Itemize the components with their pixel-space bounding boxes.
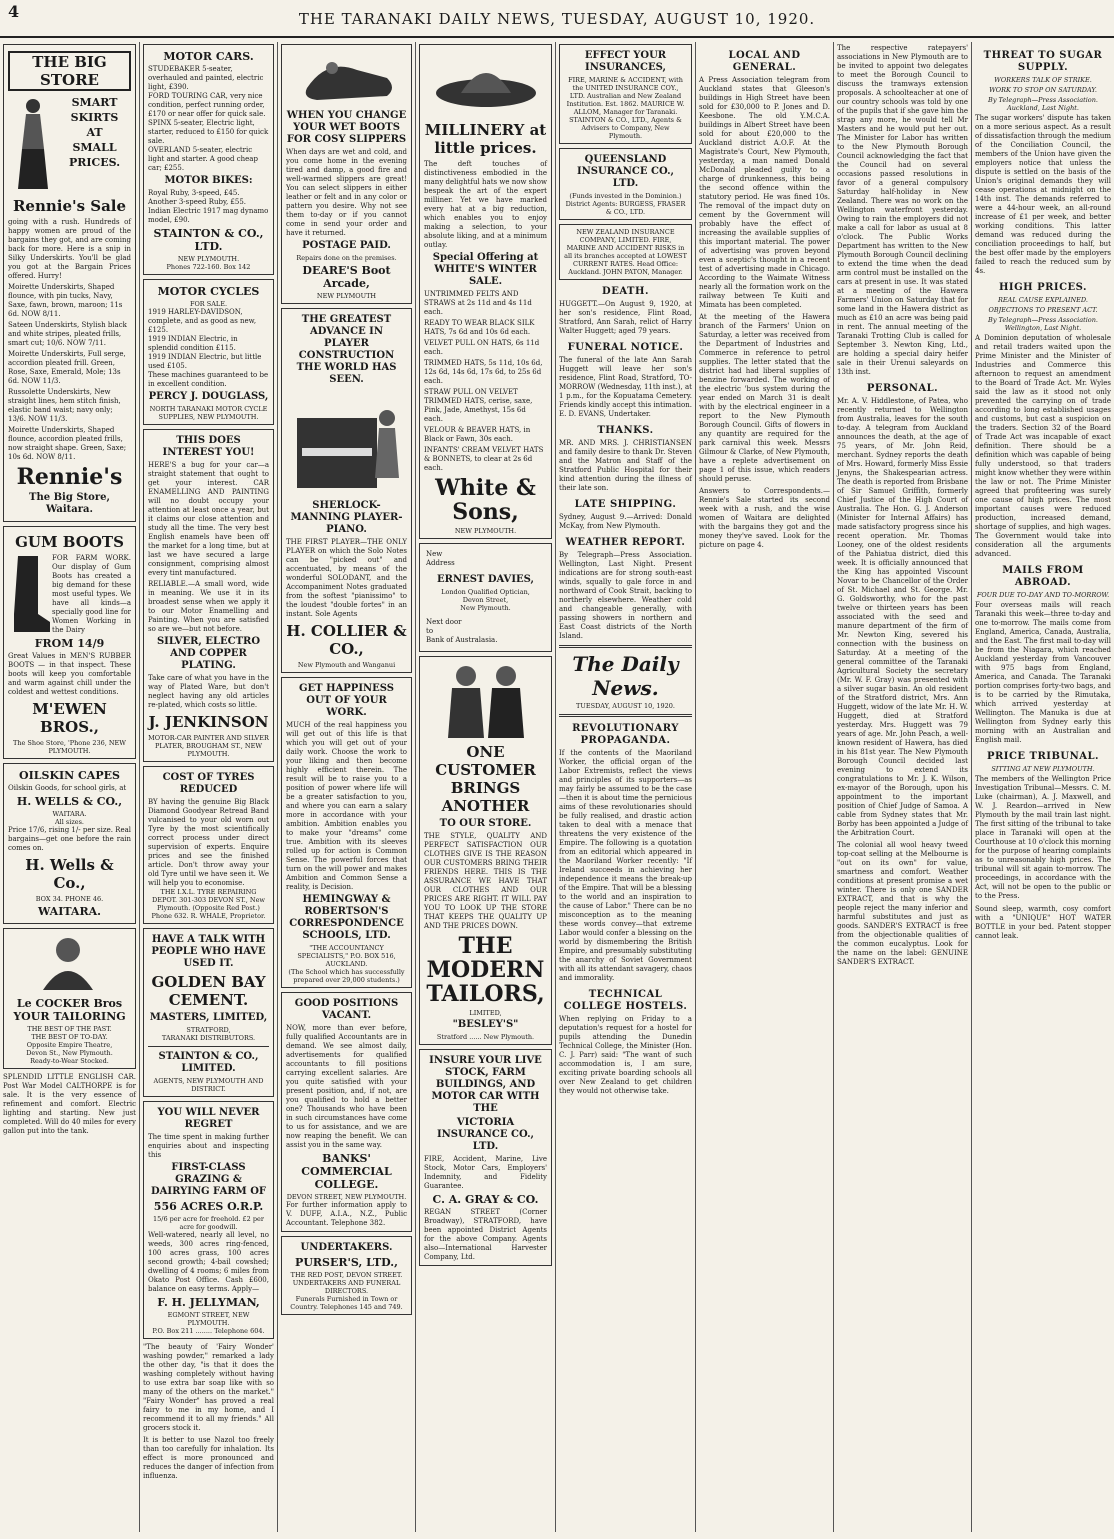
thanks-heading: THANKS.: [597, 425, 654, 436]
collier-place: New Plymouth and Wanganui: [297, 661, 396, 669]
banks-college-ad: [281, 992, 412, 1232]
davies-line: Next door: [426, 618, 462, 626]
jellyman-box: P.O. Box 211 ........ Telephone 604.: [152, 1327, 265, 1335]
farm-ad: [143, 1101, 274, 1339]
wells-big: H. Wells & Co.,: [25, 856, 114, 892]
column-4: [416, 42, 556, 1532]
personal-text: Mr. A. V. Hiddlestone, of Patea, who recently returned to Wellington from Australia, leaves for the south to-day. A telegram from Auckland announces the death, at the age of 75 years, of Mr. John Reid, merchant. Sydney reports the death of Mrs. Howard, formerly Miss Essie Jenyns, the Shakespearian actress. The death is reported from Brisbane of Sir Samuel Griffith, formerly Chief Justice of the High Court of Australia. The Hon. G. J. Anderson (Minister for Internal Affairs) has made satisfactory progress since his recent operation. Mr. Thomas Looney, one of the oldest residents of the Pahiatua district, died this week. It is officially announced that the King has appointed Viscount Novar to be Chancellor of the Order of St. Michael and St. George. Mr. G. Goldsworthy, who for the past twelve or thirteen years has been associated with the seed and manure department of the firm of Mr. Newton King, severed his connection with the business on Saturday. At a meeting of the general committee of the Taranaki Agricultural Society the secretary (Mr. W. F. Gray) was presented with a silver sugar basin. An old resident of the Stratford district, Mrs. Ann Huggett, widow of the late Mr. H. W. Huggett, died at Stratford yesterday. Mrs. Huggett was 79 years of age. Mr. John Peach, a well-known resident of Hawera, has died in his 81st year. The New Plymouth Borough Council decided last evening to extend its congratulations to Mr. J. K. Wilson, ex-mayor of the Borough, upon his appointment to the important position of Chief Judge of Samoa. A cable from Sydney states that Mr. Borby has been appointed a Judge of the Arbitration Court.: [837, 397, 968, 837]
motor-car-item: SPINX 5-seater, Electric light, starter, reduced to £150 for quick sale.: [148, 119, 269, 145]
underskirt-item: Moirette Underskirts, Shaped flounce, accordion pleated frills, now straight shape. Green, Saxe; 10s 6d. NOW 8/11.: [8, 426, 127, 461]
player-piano-ad: [281, 308, 412, 673]
funeral-text: The funeral of the late Ann Sarah Huggett will leave her son's residence, Flint Road, Stratford, TO-MORROW (Wednesday, 11th inst.), at 1 p.m., for the Kopuatama Cemetery. Friends kindly accept this intimation. E. D. EVANS, Undertaker.: [559, 356, 692, 418]
column-5: [556, 42, 696, 1532]
regret-text: The time spent in making further enquiries about and inspecting this: [148, 1133, 269, 1159]
sherlock-name: SHERLOCK-MANNING PLAYER-PIANO.: [290, 500, 403, 535]
woman-illustration: [8, 94, 58, 194]
purser-address: THE RED POST, DEVON STREET.: [290, 1271, 403, 1279]
two-men-illustration: [426, 660, 546, 740]
farm-acres: 556 ACRES O.R.P.: [153, 1200, 264, 1213]
weather-text: By Telegraph—Press Association. Wellington, Last Night. Present indications are for strong south-east winds, squally to gale force in and northward of Cook Strait, backing to northerly elsewhere. Weather cold and changeable generally, with passing showers in northern and East Coast districts of the North Island.: [559, 551, 692, 640]
calthorpe-ad: SPLENDID LITTLE ENGLISH CAR. Post War Model CALTHORPE is for sale. It is the very essence of refinement and comfort. Electric lighting and starting. New just completed. Will do 40 miles for every gallon put into the tank.: [3, 1073, 136, 1135]
davies-line: Address: [426, 559, 455, 567]
gray-text: REGAN STREET (Corner Broadway), STRATFORD, have been appointed District Agents for the above Company. Agents also—International Harvester Company, Ltd.: [424, 1208, 547, 1261]
ratepayers-text: The respective ratepayers' associations in New Plymouth are to be invited to appoint two delegates to meet the Borough Council to discuss the tramways extension proposals. A schoolteacher at one of our country schools was told by one of the pupils that if she gave him the strap any more, he would tell Mr Masters and he would put her out. The Minister for Labor has written to the New Plymouth Borough Council acknowledging the fact that the Council had on several occasions passed resolutions in favor of a general compulsory Saturday half-holiday in New Zealand. There was no work on the Wellington waterfront yesterday. Owing to rain the employers did not make a call for labor as usual at 8 o'clock. The Public Works Department has written to the New Plymouth Borough Council declining to extend the time when the dead arm control must be installed on the cars at present in use. It was stated at a meeting of the Hawera Farmers' Union on Saturday that for some land in the Hawera district as much as £10 an acre was being paid in rent. The annual meeting of the Taranaki Trotting Club is called for September 3. Newton King, Ltd., are holding a special dairy heifer sale in their Urenui saleyards on 13th inst.: [837, 44, 968, 376]
cocker-name: Le COCKER Bros YOUR TAILORING: [13, 997, 126, 1023]
banks-address: DEVON STREET, NEW PLYMOUTH.: [286, 1193, 407, 1201]
ewen-name: M'EWEN BROS.,: [32, 700, 107, 736]
revolutionary-text: If the contents of the Maoriland Worker, the official organ of the Labor Extremists, reflect the views and principles of its supporters—as may fairly be assumed to be the case—then it is about time the pernicious aims of these revolutionaries should be fully realised, and drastic action taken to deal with a menace that threatens the very existence of the Empire. The following is a quotation from an editorial which appeared in the Maoriland Worker recently: "If Ireland succeeds in achieving her independence it means the break-up of the Empire. That will be a blessing to the world and an inspiration to the cause of Labor." There can be no misconception as to the meaning these words convey—that extreme Labor would confer a blessing on the world by dismembering the British Empire, and presumably substituting the anarchy of Soviet Government with all its attendant savagery, chaos and immorality.: [559, 749, 692, 982]
hostels-heading: TECHNICAL COLLEGE HOSTELS.: [563, 989, 688, 1012]
hawera-text: At the meeting of the Hawera branch of the Farmers' Union on Saturday, a letter was received from the Department of Industries and Commerce in reference to petrol supplies. The letter stated that the district had had liberal supplies of benzine forwarded. The working of the electric 'bus system during the year ended on March 31 is dealt with by the electrical engineer in a report to the New Plymouth Borough Council. Gifts of flowers in any quantity are required for the park carnival this week. Messrs Gilmour & Clarke, of New Plymouth, have a replete advertisement on page 1 of this issue, which readers should peruse.: [699, 313, 830, 483]
motor-car-item: STUDEBAKER 5-seater, overhauled and painted, electric light, £390.: [148, 65, 264, 91]
skirts-line: SMALL: [72, 141, 117, 154]
tyres-text: BY having the genuine Big Black Diamond Goodyear Retread Band vulcanised to your old worn out Tyre by the most scientifically correct process under direct supervision of experts. Enquire prices and see the finished article. Don't throw away your old Tyre until we have seen it. We will help you to economise.: [148, 798, 269, 887]
deare-place: NEW PLYMOUTH: [316, 292, 377, 300]
hemingway-name: HEMINGWAY & ROBERTSON'S CORRESPONDENCE SCHOOLS, LTD.: [289, 894, 404, 941]
tyres-ad: [143, 766, 274, 924]
cocker-line: Opposite Empire Theatre,: [26, 1041, 113, 1049]
ewen-address: The Shoe Store, 'Phone 236, NEW PLYMOUTH.: [13, 739, 126, 755]
page-title: THE TARANAKI DAILY NEWS, TUESDAY, AUGUST 10, 1920.: [298, 10, 816, 28]
deare-name: DEARE'S Boot Arcade,: [302, 264, 391, 290]
united-insurance-ad: [559, 44, 692, 144]
underskirt-item: Moirette Underskirts, Shaped flounce, with pin tucks, Navy, Saxe, fawn, brown, maroon; 11s 6d. NOW 8/11.: [8, 283, 123, 318]
farm-price: 15/6 per acre for freehold. £2 per acre for goodwill.: [152, 1215, 264, 1231]
underskirt-item: Moirette Underskirts, Full serge, accordion pleated frill. Green, Rose, Saxe, Emerald, Mole; 13s 6d. NOW 11/3.: [8, 350, 126, 385]
talk-heading: HAVE A TALK WITH PEOPLE WHO HAVE USED IT.: [151, 934, 266, 969]
enamelling-ad: [143, 429, 274, 762]
collier-name: H. COLLIER & CO.,: [286, 622, 407, 658]
masters-name: MASTERS, LIMITED,: [149, 1012, 268, 1023]
davies-line: New: [426, 550, 443, 558]
ixl-depot: THE I.X.L. TYRE REPAIRING DEPOT. 301-303 DEVON ST., New Plymouth. (Opposite Red Post.): [152, 888, 265, 912]
millinery-text: The deft touches of distinctiveness embodied in the many delightful hats we now show bespeak the art of the expert milliner. Yet we have marked every hat at a big reduction, which enables you to enjoy making a selection, to your absolute liking, and at a minimum outlay.: [424, 160, 547, 249]
purser-sub: UNDERTAKERS AND FUNERAL DIRECTORS.: [292, 1279, 401, 1295]
sherlock-text: THE FIRST PLAYER—THE ONLY PLAYER on which the Solo Notes can be "picked out" and accentuated, by means of the wonderful SOLODANT, and the Accompaniment Notes graduated from the softest "pianissimo" to the loudest "double fortes" in an instant. Sole Agents: [286, 538, 407, 618]
gum-boots-price: FROM 14/9: [34, 637, 105, 650]
davies-line: Devon Street,: [462, 596, 509, 604]
boots-heading: WHEN YOU CHANGE YOUR WET BOOTS FOR COSY SLIPPERS: [286, 110, 407, 145]
column-8: [972, 42, 1114, 1532]
cocker-line: THE BEST OF TO-DAY.: [31, 1033, 108, 1041]
column-2: [140, 42, 278, 1532]
motor-bikes-heading: MOTOR BIKES:: [164, 175, 253, 186]
stainton2-sub: AGENTS, NEW PLYMOUTH AND DISTRICT.: [153, 1077, 264, 1093]
extract-text: The colonial all wool heavy tweed top-coat selling at the Melbourne is "out on its own" for value, smartness and comfort. Weather conditions at present promise a wet winter. There is only one SANDER EXTRACT, and that is why the people reject the many inferior and harmful substitutes and just as goods. SANDER'S EXTRACT is free from the objectionable qualities of the common eucalyptus. Look for the name on the label: GENUINE SANDER'S EXTRACT.: [837, 841, 968, 966]
oilskin-text: Oilskin Goods, for school girls, at: [8, 784, 127, 792]
stainton-name: STAINTON & CO., LTD.: [153, 227, 264, 253]
undertakers-heading: UNDERTAKERS.: [300, 1242, 393, 1253]
banks-text: For further information apply to V. DUFF, A.I.A., N.Z., Public Accountant. Telephone 382.: [286, 1201, 407, 1227]
stainton2-name: STAINTON & CO., LIMITED.: [158, 1051, 259, 1074]
sizes-text: All sizes.: [54, 818, 84, 826]
jellyman-name: F. H. JELLYMAN,: [157, 1296, 260, 1309]
tailors-limited: LIMITED,: [469, 1009, 502, 1017]
tribunal-text: The members of the Wellington Price Investigation Tribunal—Messrs. C. M. Luke (chairman), A. J. Maxwell, and W. J. Reardon—arrived in New Plymouth by the mail train last night. The first sitting of the tribunal to take place in Taranaki will open at the Courthouse at 10 o'clock this morning for the purpose of hearing complaints as to unreasonably high prices. The tribunal will sit again to-morrow. The proceedings, in accordance with the Act, will not be open to the public or to the Press.: [975, 775, 1111, 900]
purser-name: PURSER'S, LTD.,: [295, 1256, 398, 1269]
funeral-heading: FUNERAL NOTICE.: [567, 342, 684, 353]
death-text: HUGGETT.—On August 9, 1920, at her son's residence, Flint Road, Stratford, Ann Sarah, relict of Harry Walter Huggett; aged 79 years.: [559, 300, 692, 335]
masters-distributors: TARANAKI DISTRIBUTORS.: [161, 1034, 256, 1042]
positions-text: NOW, more than ever before, fully qualified Accountants are in demand. We see almost daily, advertisements for qualified accountants to fill positions carrying excellent salaries. Are you quite satisfied with your present position, and, if not, are you qualified to hold a better one? Thousands who have been in such circumstances have come to us for assistance, and we are now reaping the benefit. We can assist you in the same way.: [286, 1024, 407, 1149]
local-general-heading: LOCAL AND GENERAL.: [728, 50, 801, 73]
davies-line: New Plymouth.: [460, 604, 511, 612]
postage-paid: POSTAGE PAID.: [302, 240, 391, 251]
greatest-heading: THE GREATEST ADVANCE IN PLAYER CONSTRUCTION THE WORLD HAS SEEN.: [296, 314, 397, 385]
golden-bay-cement: GOLDEN BAY CEMENT.: [151, 973, 266, 1009]
motor-cycle-item: 1919 INDIAN Electric, but little used £105.: [148, 353, 262, 370]
special-offering: Special Offering at WHITE'S WINTER SALE.: [432, 252, 539, 287]
prices-sub2: OBJECTIONS TO PRESENT ACT.: [988, 306, 1098, 314]
interest-heading: THIS DOES INTEREST YOU!: [162, 435, 255, 458]
piano-illustration: [287, 388, 407, 498]
motor-cycles-note: These machines guaranteed to be in excellent condition.: [148, 371, 269, 388]
modern-tailors-ad: [419, 656, 552, 1045]
deares-boot-ad: [281, 44, 412, 304]
personal-heading: PERSONAL.: [866, 383, 939, 394]
stainton-phone: Phones 722-160. Box 142: [166, 263, 251, 271]
motor-bike-item: Indian Electric 1917 mag dynamo model, £90.: [148, 207, 269, 224]
big-store-title: THE BIG STORE: [8, 51, 131, 91]
queensland-insurance-ad: [559, 148, 692, 220]
column-6: [696, 42, 834, 1532]
hat-illustration: [426, 48, 546, 118]
mails-heading: MAILS FROM ABROAD.: [1002, 565, 1084, 588]
hat-item: TRIMMED HATS, 5s 11d, 10s 6d, 12s 6d, 14s 6d, 17s 6d, to 25s 6d each.: [424, 359, 543, 385]
underskirt-item: Russolette Underskirts, New straight lines, hem stitch finish, elastic band waist; navy only; 13/6. NOW 11/3.: [8, 388, 121, 423]
rennie-sale-heading: Rennie's Sale: [12, 197, 127, 215]
motor-cycles-heading: MOTOR CYCLES: [157, 285, 260, 298]
queensland-name: QUEENSLAND INSURANCE CO., LTD.: [576, 154, 675, 189]
hemingway-note: (The School which has successfully prepared over 29,000 students.): [288, 968, 405, 984]
millinery-heading: MILLINERY at little prices.: [424, 121, 547, 157]
rennies-place: The Big Store, Waitara.: [29, 492, 110, 515]
modern-tailors-name: THE MODERN TAILORS,: [426, 933, 545, 1007]
column-3: [278, 42, 416, 1532]
besley-place: Stratford ...... New Plymouth.: [436, 1033, 535, 1041]
hemingway-address: "THE ACCOUNTANCY SPECIALISTS," P.O. BOX 516, AUCKLAND.: [297, 944, 396, 968]
jenkinson-name: J. JENKINSON: [148, 713, 269, 731]
purser-text: Funerals Furnished in Town or Country. Telephones 145 and 749.: [290, 1295, 403, 1311]
sugar-sub1: WORKERS TALK OF STRIKE.: [994, 76, 1092, 84]
repairs-text: Repairs done on the premises.: [296, 254, 397, 262]
answers-text: Answers to Correspondents.—Rennie's Sale started its second week with a rush, and the wise women of Waitara are delighted with the bargains they got and the money they've saved. Look for the picture on page 4.: [699, 487, 830, 549]
sugar-heading: THREAT TO SUGAR SUPPLY.: [983, 50, 1103, 73]
shipping-text: Sydney, August 9.—Arrived: Donald McKay, from New Plymouth.: [559, 513, 692, 530]
silver-heading: SILVER, ELECTRO AND COPPER PLATING.: [156, 636, 261, 671]
tyres-heading: COST OF TYRES REDUCED: [162, 772, 255, 795]
nz-insurance-ad: [559, 224, 692, 280]
paper-date: TUESDAY, AUGUST 10, 1920.: [576, 702, 675, 710]
masthead: [0, 0, 1114, 38]
hot-water-bottle-ad: Sound sleep, warmth, cosy comfort with a "UNIQUE" HOT WATER BOTTLE in your bed. Patent stopper cannot leak.: [975, 905, 1111, 940]
insure-heading: INSURE YOUR LIVE STOCK, FARM BUILDINGS, AND MOTOR CAR WITH THE: [429, 1055, 542, 1114]
sugar-sub2: WORK TO STOP ON SATURDAY.: [989, 86, 1097, 94]
wells-box: BOX 34. PHONE 46.: [35, 895, 104, 903]
millinery-ad: [419, 44, 552, 539]
wells-name: H. WELLS & CO.,: [16, 795, 123, 808]
prices-sub1: REAL CAUSE EXPLAINED.: [998, 296, 1088, 304]
motor-car-item: OVERLAND 5-seater, electric light and starter. A good cheap car; £255.: [148, 146, 258, 172]
tailor-illustration: [8, 932, 128, 992]
hat-item: VELVET PULL ON HATS, 6s 11d each.: [424, 339, 540, 356]
gum-boots-text: FOR FARM WORK. Our display of Gum Boots has created a big demand for these most useful types. We have all kinds—a specially good line for Women Working in the Dairy: [52, 554, 131, 634]
column-7: [834, 42, 972, 1532]
mails-text: Four overseas mails will reach Taranaki this week—three to-day and one to-morrow. The mails come from England, America, Canada, Australia, and the East. The first mail to-day will be from the Niagara, which reached Auckland yesterday from Vancouver with 975 bags from England, America, and Canada. The Taranaki portion comprises forty-two bags, and is to be carried by the Rimutaka, which arrived yesterday at Wellington. The Manuka is due at Wellington from Sydney early this morning with an Australian and English mail.: [975, 601, 1111, 744]
cocker-line: Devon St., New Plymouth.: [26, 1049, 113, 1057]
column-1: [0, 42, 140, 1532]
positions-heading: GOOD POSITIONS VACANT.: [294, 998, 399, 1021]
besleys: "BESLEY'S": [452, 1019, 519, 1030]
motor-bike-item: Another 3-speed Ruby, £55.: [148, 198, 247, 206]
hostels-text: When replying on Friday to a deputation's request for a hostel for pupils attending the Dunedin Technical College, the Minister (Hon. C. J. Parr) said: "The want of such accommodation is, I am sure, exciting private boarding schools all over New Zealand to get children they would not otherwise take.: [559, 1015, 693, 1095]
farm-text: Well-watered, nearly all level, no weeds, 300 acres ring-fenced, 100 acres grass, 100 acres second growth; 4-bail cowshed; dwelling of 4 rooms; 6 miles from Okato Post Office. Cash £600, balance on easy terms. Apply—: [148, 1231, 269, 1293]
cocker-ad: [3, 928, 136, 1069]
motor-cars-ad: [143, 44, 274, 275]
wells-place: WAITARA.: [52, 810, 87, 818]
gray-name: C. A. GRAY & CO.: [432, 1193, 539, 1206]
douglass-address: NORTH TARANAKI MOTOR CYCLE SUPPLIES, NEW PLYMOUTH.: [149, 405, 268, 421]
motor-car-item: FORD TOURING CAR, very nice condition, perfect running order, £170 or near offer for quick sale.: [148, 92, 266, 118]
paper-title: The Daily News.: [572, 652, 679, 700]
big-store-ad: [3, 44, 136, 522]
interest-text: HERE'S a bug for your car—a straight statement that ought to get your interest. CAR ENAMELLING AND PAINTING will no doubt occupy your attention at least once a year, but it claims our close attention and study all the time. The very best English enamels have been off the market for a long time, but at last we have secured a large consignment, comprising almost every tint manufactured.: [148, 461, 269, 577]
high-prices-heading: HIGH PRICES.: [998, 282, 1088, 293]
undertakers-ad: [281, 1236, 412, 1315]
weather-heading: WEATHER REPORT.: [565, 537, 686, 548]
correspondence-schools-ad: [281, 677, 412, 988]
happiness-heading: GET HAPPINESS OUT OF YOUR WORK.: [299, 683, 394, 718]
united-text: FIRE, MARINE & ACCIDENT, with the UNITED INSURANCE COY., LTD. Australian and New Zealand Institution. Est. 1862. MAURICE W. ALLOM, Manager for Taranaki. STAINTON & CO., LTD., Agents & Advisers to Company, New Plymouth.: [566, 76, 685, 140]
davies-line: Bank of Australasia.: [426, 636, 498, 644]
motor-cycles-ad: [143, 279, 274, 425]
local-general-text: A Press Association telegram from Auckland states that Gleeson's buildings in High Street have been sold for £30,000 to P. Jones and D. Keesbone. The old Y.M.C.A. buildings in Albert Street have been sold for about £20,000 to the Auckland district A.O.F. At the Magistrate's Court, New Plymouth, yesterday, a man named Donald McDonald pleaded guilty to a charge of drunkenness, this being the second offence within the statutory period. He was fined 10s. The removal of the impact duty on cement by the Government will probably have the effect of increasing the available supplies of this important material. The power of advertising was proven beyond even a sceptic's thought in a recent test of advertising made in Chicago. According to the Waimate Witness nearly all the formation work on the railway between Te Kuiti and Mimata has been completed.: [699, 76, 830, 309]
tribunal-sub: SITTING AT NEW PLYMOUTH.: [991, 765, 1095, 773]
wells-waitara: WAITARA.: [38, 905, 101, 918]
cocker-line: THE BEST OF THE PAST.: [27, 1025, 112, 1033]
prices-text: A Dominion deputation of wholesale and retail traders waited upon the Prime Minister and the Minister of Industries and Commerce this afternoon to request an amendment to the Board of Trade Act. Mr. Wyles said the law as it stood not only prevented the carrying on of trade according to long established usages and customs, but cast a suspicion on the traders. Section 32 of the Board of Trade Act was incapable of exact definition. There should be a definition which was capable of being fully understood, so that traders might know whether they were within the law or not. The Prime Minister agreed that profiteering was surely one cause of high prices. The most important causes were reduced production, increased demand, shortage of supplies, and high wages. The Government would take into consideration all the arguments advanced.: [975, 334, 1111, 558]
shipping-heading: LATE SHIPPING.: [574, 499, 677, 510]
sugar-byline: By Telegraph—Press Association. Auckland, Last Night.: [988, 96, 1098, 112]
fairy-wonder-ad: "The beauty of 'Fairy Wonder' washing powder," remarked a lady the other day, "is that it does the washing completely without having to use extra bar soap like with so many of the others on the market." "Fairy Wonder" has proved a real fairy to me in my home, and I recommend it to all my friends." All grocers stock it.: [143, 1343, 274, 1432]
cement-ad: [143, 928, 274, 1097]
rennie-intro: going with a rush. Hundreds of happy women are proud of the bargains they got, and are coming back for more. Here is a snip in Silky Underskirts. You'll be glad you got at the Bargain Prices offered. Hurry!: [8, 218, 131, 280]
optician-ad: [419, 543, 552, 652]
gum-boots-ad: [3, 526, 136, 759]
mails-sub: FOUR DUE TO-DAY AND TO-MORROW.: [976, 591, 1110, 599]
effect-heading: EFFECT YOUR INSURANCES,: [584, 50, 667, 73]
skirts-line: SMART: [71, 96, 118, 109]
hat-item: VELOUR & BEAVER HATS, in Black or Fawn, 30s each.: [424, 426, 531, 443]
oilskin-heading: OILSKIN CAPES: [19, 769, 120, 782]
douglass-name: PERCY J. DOUGLASS,: [148, 391, 269, 402]
price-text: Price 17/6, rising 1/- per size. Real bargains—get one before the rain comes on.: [8, 826, 131, 852]
nz-insurance-text: NEW ZEALAND INSURANCE COMPANY, LIMITED. FIRE, MARINE AND ACCIDENT RISKS in all its branches accepted at LOWEST CURRENT RATES. Head Office: Auckland. JOHN PATON, Manager.: [564, 228, 687, 276]
thanks-text: MR. AND MRS. J. CHRISTIANSEN and family desire to thank Dr. Steven and the Matron and Staff of the Stratford Public Hospital for their kind attention during the illness of their late son.: [559, 439, 692, 492]
victoria-name: VICTORIA INSURANCE CO., LTD.: [436, 1117, 535, 1152]
victoria-insurance-ad: [419, 1049, 552, 1266]
ixl-phone: Phone 632. R. WHALE, Proprietor.: [151, 912, 266, 920]
whites-name: White & Sons,: [435, 475, 536, 525]
slipper-illustration: [287, 48, 407, 108]
regret-heading: YOU WILL NEVER REGRET: [157, 1107, 260, 1130]
nazol-ad: It is better to use Nazol too freely than too carefully for inhalation. Its effect is more pronounced and reduces the danger of infection from influenza.: [143, 1436, 274, 1480]
jellyman-address: EGMONT STREET, NEW PLYMOUTH.: [167, 1311, 250, 1327]
farm-heading: FIRST-CLASS GRAZING & DAIRYING FARM OF: [150, 1162, 267, 1197]
skirts-line: SKIRTS: [70, 111, 119, 124]
victoria-text: FIRE, Accident, Marine, Live Stock, Motor Cars, Employers' Indemnity, and Fidelity Guarantee.: [424, 1155, 547, 1190]
motor-cycle-item: 1919 INDIAN Electric, in splendid condition £115.: [148, 335, 238, 352]
boot-illustration: [8, 554, 52, 634]
hat-item: UNTRIMMED FELTS AND STRAWS at 2s 11d and 4s 11d each.: [424, 290, 532, 316]
prices-byline: By Telegraph—Press Association. Wellington, Last Night.: [988, 316, 1098, 332]
silver-text: Take care of what you have in the way of Plated Ware, but don't neglect having any old articles re-plated, which costs so little.: [148, 674, 269, 709]
motor-bike-item: Royal Ruby, 3-speed, £45.: [148, 189, 240, 197]
happiness-text: MUCH of the real happiness you will get out of this life is that which you will get out of your daily work. Choose the work to your liking and then become highly efficient therein. The result will be to raise you to a position of power where life will be a greater satisfaction to you, and where you can earn a salary more in accordance with your ambition. Ambition enables you to make your "dreams" come true. Ambition with its sleeves rolled up for action is Common Sense. The powerful forces that turn on the will power and makes Ambition and Common Sense a reality, is Decision.: [286, 721, 407, 891]
motor-cars-heading: MOTOR CARS.: [163, 50, 254, 63]
hat-item: READY TO WEAR BLACK SILK HATS, 7s 6d and 10s 6d each.: [424, 319, 535, 336]
revolutionary-heading: REVOLUTIONARY PROPAGANDA.: [572, 723, 679, 746]
masters-place: STRATFORD,: [186, 1026, 231, 1034]
underskirt-item: Sateen Underskirts, Stylish black and white stripes, pleated frills, smart cut; 10/6. NOW 7/11.: [8, 321, 127, 347]
customer-sub: TO OUR STORE.: [439, 818, 532, 829]
queensland-agents: (Funds invested in the Dominion.) District Agents: BURGESS, FRASER & CO., LTD.: [565, 192, 686, 216]
skirts-line: AT: [86, 126, 103, 139]
customer-text: THE STYLE, QUALITY AND PERFECT SATISFACTION OUR CLOTHES GIVE IS THE REASON OUR CUSTOMERS BRING THEIR FRIENDS HERE. THIS IS THE ASSURANCE WE HAVE THAT OUR CLOTHES AND OUR PRICES ARE RIGHT. IT WILL PAY YOU TO LOOK UP THE STORE THAT KEEPS THE QUALITY UP AND THE PRICES DOWN.: [424, 832, 547, 930]
gum-boots-heading: GUM BOOTS: [15, 533, 124, 551]
stainton-place: NEW PLYMOUTH.: [177, 255, 240, 263]
whites-place: NEW PLYMOUTH.: [454, 527, 517, 535]
rennies-logo-text: Rennie's: [16, 464, 123, 490]
motor-cycle-item: 1919 HARLEY-DAVIDSON, complete, and as good as new, £125.: [148, 308, 257, 334]
sugar-text: The sugar workers' dispute has taken on a more serious aspect. As a result of dissatisfaction through the medium of the Conciliation Council, the members of the Union have given the employers notice that unless the dispute is settled on the basis of the Union's original demands they will cease operations at midnight on the 14th inst. The demands referred to were a 44-hour week, an all-round increase of £1 per week, and better working conditions. This latter demand was reduced during the conciliation proceedings to half, but the best offer made by the employers failed to reach the reduced sum by 4s.: [975, 114, 1111, 275]
davies-line: to: [426, 627, 434, 635]
death-heading: DEATH.: [602, 286, 649, 297]
customer-heading: ONE CUSTOMER BRINGS ANOTHER: [435, 743, 536, 815]
reliable-text: RELIABLE.—A small word, wide in meaning. We use it in its broadest sense when we apply it to our Motor Enamelling and Painting. When you are satisfied so are we—but not before.: [148, 580, 269, 633]
tribunal-heading: PRICE TRIBUNAL.: [986, 751, 1100, 762]
jenkinson-address: MOTOR-CAR PAINTER AND SILVER PLATER, BROUGHAM ST., NEW PLYMOUTH.: [148, 734, 269, 758]
oilskin-ad: [3, 763, 136, 924]
cocker-line: Ready-to-Wear Stocked.: [30, 1057, 109, 1065]
hat-item: STRAW PULL ON VELVET TRIMMED HATS, cerise, saxe, Pink, Jade, Amethyst, 15s 6d each.: [424, 388, 533, 423]
motor-cycles-sub: FOR SALE.: [189, 300, 228, 308]
ewen-text: Great Values in MEN'S RUBBER BOOTS — in that inspect. These boots will keep you comfortable and warm against chill under the coldest and wettest conditions.: [8, 652, 131, 696]
davies-line: London Qualified Optician,: [441, 588, 530, 596]
davies-line: ERNEST DAVIES,: [437, 574, 534, 585]
hat-item: INFANTS' CREAM VELVET HATS & BONNETS, to clear at 2s 6d each.: [424, 446, 544, 472]
boots-text: When days are wet and cold, and you come home in the evening tired and damp, a good fire and well-warmed slippers are great! You can select slippers in either leather or felt and in any color or pattern you desire. Why not see them to-day or if you cannot come in send your order and have it returned.: [286, 148, 407, 237]
banks-name: BANKS' COMMERCIAL COLLEGE.: [301, 1152, 392, 1191]
page-number: 4: [8, 2, 20, 21]
skirts-line: PRICES.: [68, 156, 121, 169]
